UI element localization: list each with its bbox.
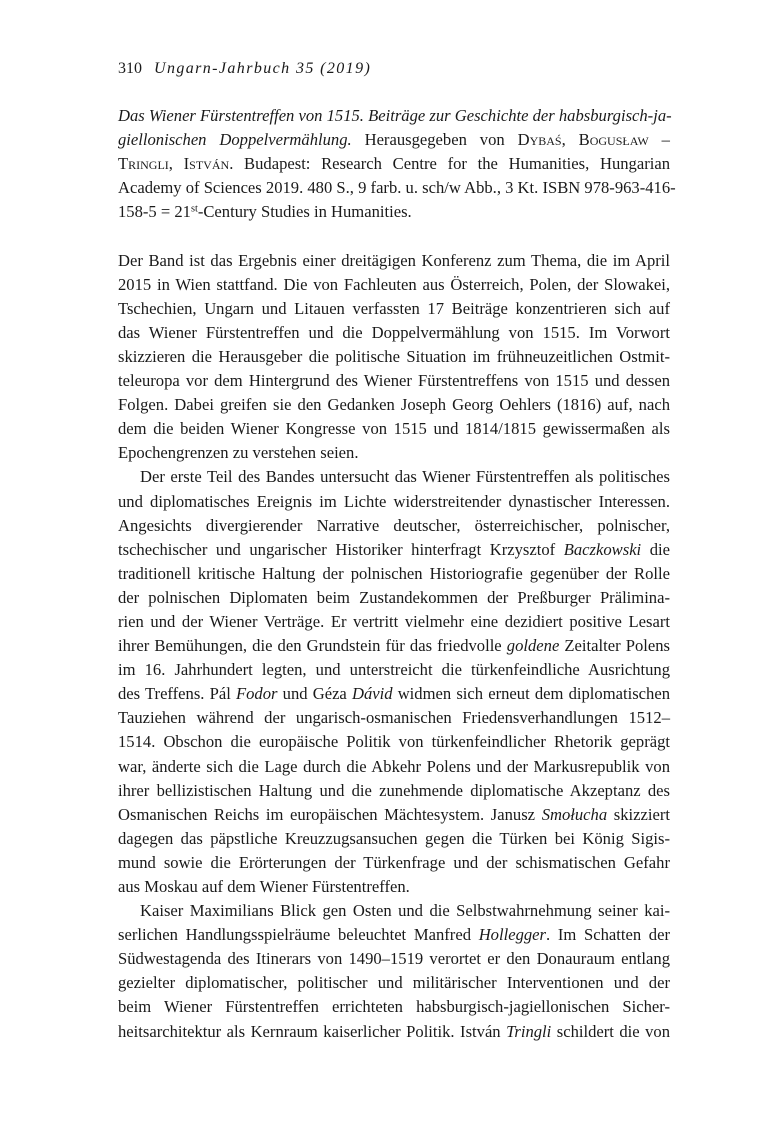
author-name: Fodor — [236, 684, 278, 704]
section-gap — [118, 224, 670, 248]
text-line: aus Moskau auf dem Wiener Fürstentreffen. — [118, 877, 410, 896]
citation-line: giellonischen Doppelvermählung. Herausgegeben von Dybaś, Bogusław – — [118, 130, 670, 150]
book-citation — [118, 104, 676, 224]
citation-line: 158-5 = 21st-Century Studies in Humanities. — [118, 202, 412, 222]
paragraph-2 — [118, 465, 670, 899]
text-line: das Wiener Fürstentreffen und die Doppelvermählung von 1515. Im Vorwort — [118, 322, 670, 342]
text-line: der polnischen Diplomaten beim Zustandekommen der Preßburger Prälimina- — [118, 587, 670, 607]
paragraph-1 — [118, 249, 670, 466]
text-line: Folgen. Dabei greifen sie den Gedanken Joseph Georg Oehlers (1816) auf, nach — [118, 395, 670, 415]
review-body — [118, 104, 676, 1044]
text-line: traditionell kritische Haltung der polnischen Historiografie gegenüber der Rolle — [118, 563, 670, 583]
text-line: heitsarchitektur als Kernraum kaiserlicher Politik. István Tringli schildert die von — [118, 1021, 670, 1041]
text-line: skizzieren die Herausgeber die politische Situation im frühneuzeitlichen Ostmit- — [118, 346, 670, 366]
editor-name: Dybaś, Bogusław — [517, 130, 649, 150]
text-line: und diplomatisches Ereignis im Lichte widerstreitender dynastischer Interessen. — [118, 491, 670, 511]
author-name: Hollegger — [478, 925, 546, 945]
text-line: tschechischer und ungarischer Historiker hinterfragt Krzysztof Baczkowski die — [118, 539, 670, 559]
text-line: war, änderte sich die Lage durch die Abkehr Polens und der Markusrepublik von — [118, 756, 670, 776]
emphasis: goldene — [506, 636, 560, 656]
page-number: 310 — [118, 60, 142, 77]
text-line: Angesichts divergierender Narrative deutscher, österreichischer, polnischer, — [118, 515, 670, 535]
text-line: rien und der Wiener Verträge. Er vertritt vielmehr eine dezidiert positive Lesart — [118, 611, 670, 631]
journal-title: Ungarn-Jahrbuch 35 (2019) — [154, 60, 372, 77]
text-line: des Treffens. Pál Fodor und Géza Dávid widmen sich erneut dem diplomatischen — [118, 684, 670, 704]
citation-line: Academy of Sciences 2019. 480 S., 9 farb. u. sch/w Abb., 3 Kt. ISBN 978-963-416- — [118, 178, 676, 198]
text-line: teleuropa vor dem Hintergrund des Wiener Fürstentreffens von 1515 und dessen — [118, 371, 670, 391]
text-line: serlichen Handlungsspielräume beleuchtet Manfred Hollegger. Im Schatten der — [118, 925, 671, 945]
text-line: mund sowie die Erörterungen der Türkenfrage und der schismatischen Gefahr — [118, 852, 670, 872]
text-line: Tschechien, Ungarn und Litauen verfassten 17 Beiträge konzentrieren sich auf — [118, 298, 670, 318]
text-line: 1514. Obschon die europäische Politik von türkenfeindlicher Rhetorik geprägt — [118, 732, 670, 752]
text-line: Kaiser Maximilians Blick gen Osten und die Selbstwahrnehmung seiner kai- — [140, 901, 670, 921]
text-line: 2015 in Wien stattfand. Die von Fachleuten aus Österreich, Polen, der Slowakei, — [118, 274, 670, 294]
text-line: gezielter diplomatischer, politischer und militärischer Interventionen und der — [118, 973, 670, 993]
text-line: Der erste Teil des Bandes untersucht das Wiener Fürstentreffen als politisches — [140, 467, 670, 487]
text-line: dagegen das päpstliche Kreuzzugsansuchen gegen die Türken bei König Sigis- — [118, 828, 670, 848]
paragraph-3 — [118, 899, 670, 1044]
text-line: Südwestagenda des Itinerars von 1490–1519 verortet er den Donauraum entlang — [118, 949, 670, 969]
text-line: beim Wiener Fürstentreffen errichteten habsburgisch-jagiellonischen Sicher- — [118, 997, 670, 1017]
text-line: Der Band ist das Ergebnis einer dreitägigen Konferenz zum Thema, die im April — [118, 250, 670, 270]
text-line: Tauziehen während der ungarisch-osmanischen Friedensverhandlungen 1512– — [118, 708, 670, 728]
text-line: ihrer Bemühungen, die den Grundstein für das friedvolle goldene Zeitalter Polens — [118, 636, 670, 656]
editor-name: Tringli, István — [118, 154, 230, 174]
author-name: Tringli — [506, 1021, 552, 1041]
text-line: Osmanischen Reichs im europäischen Mächtesystem. Janusz Smołucha skizziert — [118, 804, 670, 824]
text-line: im 16. Jahrhundert legten, und unterstreicht die türkenfeindliche Ausrichtung — [118, 660, 670, 680]
author-name: Dávid — [351, 684, 393, 704]
author-name: Smołucha — [541, 804, 608, 824]
citation-line: Das Wiener Fürstentreffen von 1515. Beiträge zur Geschichte der habsburgisch-ja- — [118, 106, 672, 125]
text-line: ihrer bellizistischen Haltung und die zunehmende diplomatische Akzeptanz des — [118, 780, 670, 800]
citation-line: Tringli, István. Budapest: Research Centre for the Humanities, Hungarian — [118, 154, 671, 174]
text-line: dem die beiden Wiener Kongresse von 1515 und 1814/1815 gewissermaßen als — [118, 419, 670, 439]
running-head — [118, 58, 371, 80]
author-name: Baczkowski — [563, 539, 642, 559]
text-line: Epochengrenzen zu verstehen seien. — [118, 443, 359, 463]
